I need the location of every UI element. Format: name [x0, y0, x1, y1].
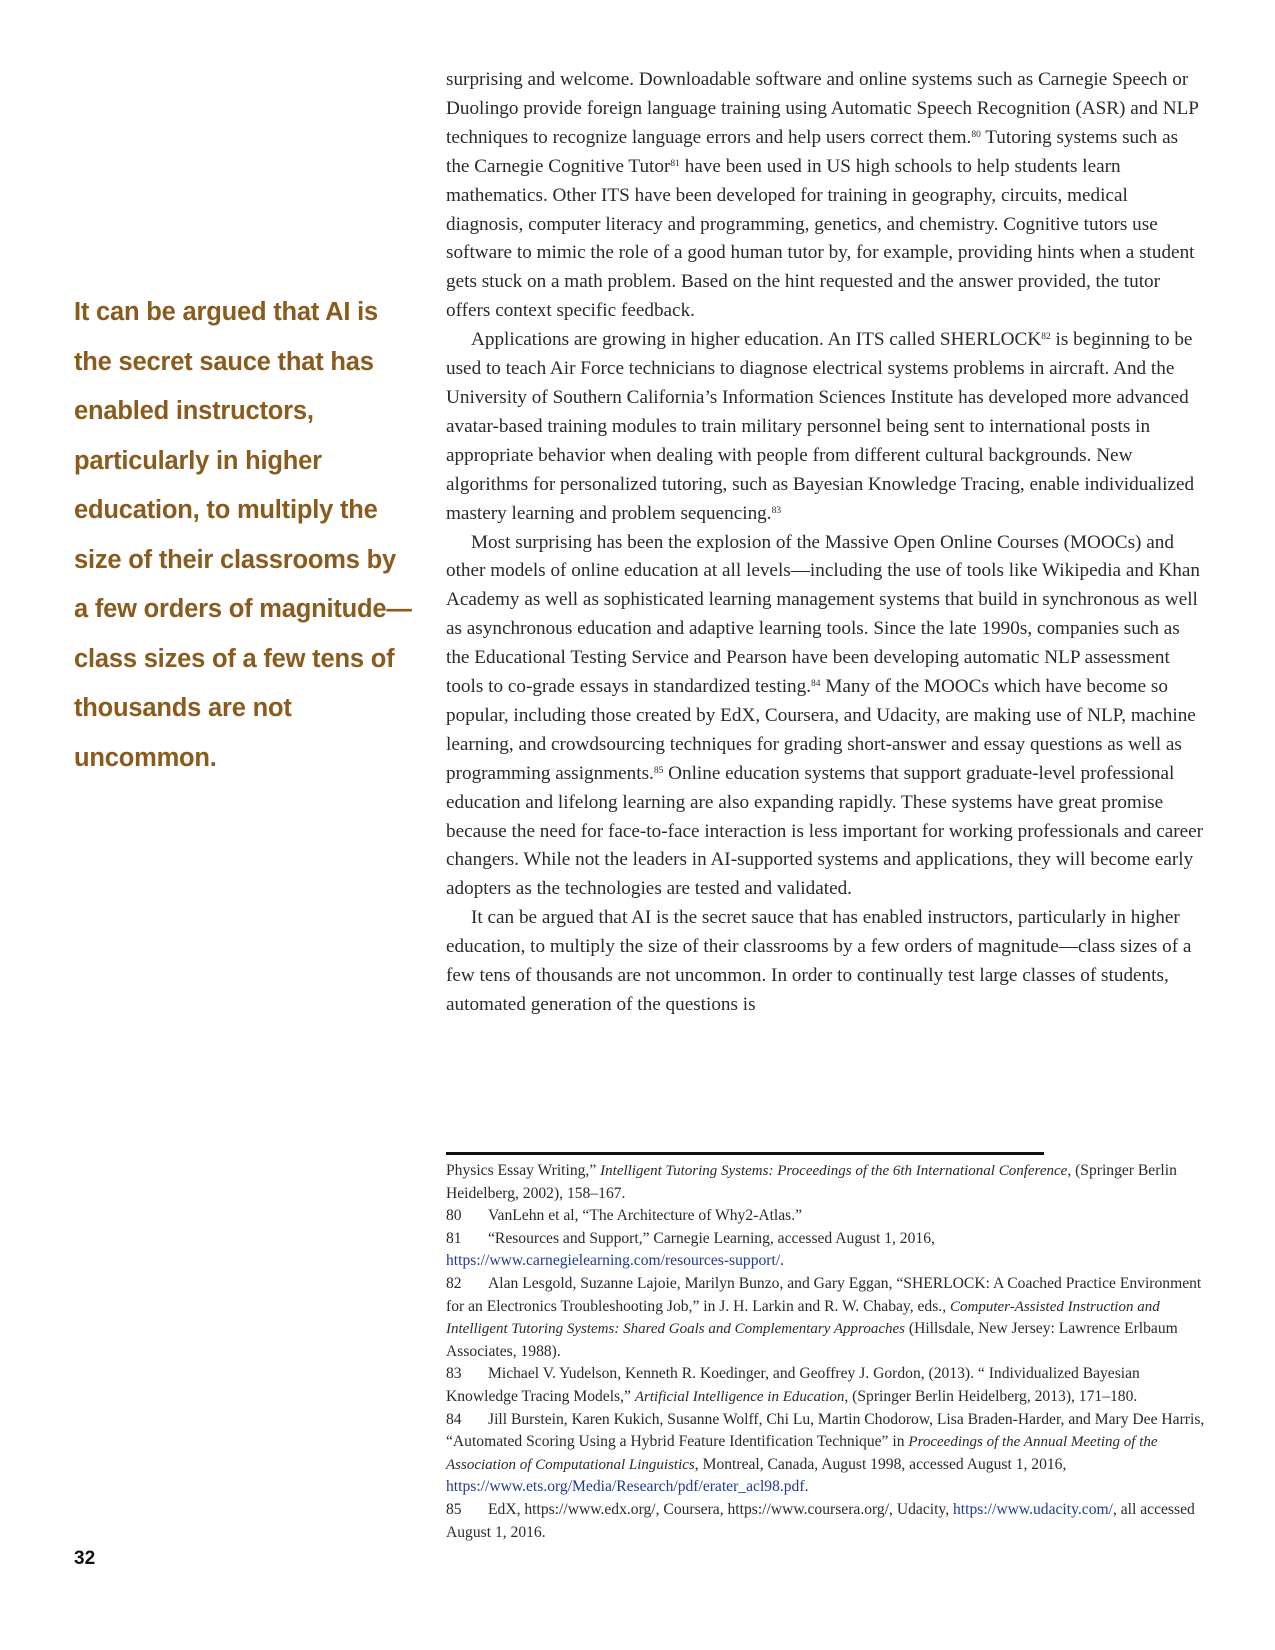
paragraph-2: Applications are growing in higher education. An ITS called SHERLOCK$^{82}$ is beginning to be used to teach Air Force technicians to diagnose electrical systems problems in aircraft. And the University of Southern California’s Information Sciences Institute has developed more advanced avatar-based training modules to train military personnel being sent to international posts in appropriate behavior when dealing with people from different cultural backgrounds. New algorithms for personalized tutoring, such as Bayesian Knowledge Tracing, enable individualized mastery learning and problem sequencing.$^{83}$: [446, 329, 1195, 524]
footnote-ref[interactable]: 81: [670, 158, 680, 169]
footnote-ref[interactable]: 82: [1041, 332, 1051, 343]
article-body: [446, 66, 1204, 1020]
paragraph-1: surprising and welcome. Downloadable software and online systems such as Carnegie Speech or Duolingo provide foreign language training using Automatic Speech Recognition (ASR) and NLP techniques to recognize language errors and help users correct them.$^{80}$ Tutoring systems such as the Carnegie Cognitive Tutor$^{81}$ have been used in US high schools to help students learn mathematics. Other ITS have been developed for training in geography, circuits, medical diagnosis, computer literacy and programming, genetics, and chemistry. Cognitive tutors use software to mimic the role of a good human tutor by, for example, providing hints when a student gets stuck on a math problem. Based on the hint requested and the answer provided, the tutor offers context specific feedback.: [446, 69, 1199, 322]
footnote-continued: Physics Essay Writing,” Intelligent Tutoring Systems: Proceedings of the 6th International Conference, (Springer Berlin Heidelberg, 2002), 158–167.: [446, 1162, 1177, 1202]
footnote-ref[interactable]: 85: [653, 765, 664, 776]
footnote-ref[interactable]: 84: [811, 679, 821, 690]
paragraph-3: Most surprising has been the explosion of the Massive Open Online Courses (MOOCs) and other models of online education at all levels—including the use of tools like Wikipedia and Khan Academy as well as sophisticated learning management systems that build in synchronous as well as asynchronous education and adaptive learning tools. Since the late 1990s, companies such as the Educational Testing Service and Pearson have been developing automatic NLP assessment tools to co-grade essays in standardized testing.$^{84}$ Many of the MOOCs which have become so popular, including those created by EdX, Coursera, and Udacity, are making use of NLP, machine learning, and crowdsourcing techniques for grading short-answer and essay questions as well as programming assignments.$^{85}$ Online education systems that support graduate-level professional education and lifelong learning are also expanding rapidly. These systems have great promise because the need for face-to-face interaction is less important for working professionals and career changers. While not the leaders in AI-supported systems and applications, they will become early adopters as the technologies are tested and validated.: [446, 531, 1204, 900]
paragraph-4: It can be argued that AI is the secret sauce that has enabled instructors, particularly in higher education, to multiply the size of their classrooms by a few orders of magnitude—class sizes of a few tens of thousands are not uncommon. In order to continually test large classes of students, automated generation of the questions is: [446, 907, 1192, 1015]
footnote-82: 82 Alan Lesgold, Suzanne Lajoie, Marilyn Bunzo, and Gary Eggan, “SHERLOCK: A Coached Practice Environment for an Electronics Troubleshooting Job,” in J. H. Larkin and R. W. Chabay, eds., Computer-Assisted Instruction and Intelligent Tutoring Systems: Shared Goals and Complementary Approaches (Hillsdale, New Jersey: Lawrence Erlbaum Associates, 1988).: [446, 1274, 1202, 1360]
pull-quote: It can be argued that AI is the secret sauce that has enabled instructors, particularly in higher education, to multiply the size of their classrooms by a few orders of magnitude—class sizes of a few tens of thousands are not uncommon.: [74, 298, 412, 772]
footnote-85: 85 EdX, https://www.edx.org/, Coursera, https://www.coursera.org/, Udacity, https://www.udacity.com/, all accessed August 1, 2016.: [446, 1500, 1195, 1541]
footnote-ref[interactable]: 83: [771, 505, 782, 516]
footnote-84: 84 Jill Burstein, Karen Kukich, Susanne Wolff, Chi Lu, Martin Chodorow, Lisa Braden-Harder, and Mary Dee Harris, “Automated Scoring Using a Hybrid Feature Identification Technique” in Proceedings of the Annual Meeting of the Association of Computational Linguistics, Montreal, Canada, August 1998, accessed August 1, 2016, https://www.ets.org/Media/Research/pdf/erater_acl98.pdf.: [446, 1410, 1205, 1496]
footnote-link[interactable]: https://www.ets.org/Media/Research/pdf/erater_acl98.pdf: [446, 1478, 805, 1496]
footnote-81: 81 “Resources and Support,” Carnegie Learning, accessed August 1, 2016, https://www.carnegielearning.com/resources-support/.: [446, 1229, 935, 1270]
footnote-link[interactable]: https://www.udacity.com/: [953, 1500, 1113, 1518]
footnote-83: 83 Michael V. Yudelson, Kenneth R. Koedinger, and Geoffrey J. Gordon, (2013). “ Individualized Bayesian Knowledge Tracing Models,” Artificial Intelligence in Education, (Springer Berlin Heidelberg, 2013), 171–180.: [446, 1365, 1140, 1405]
footnote-divider: [446, 1152, 1044, 1155]
page-number: 32: [74, 1548, 96, 1569]
footnote-ref[interactable]: 80: [971, 129, 981, 140]
footnote-link[interactable]: https://www.carnegielearning.com/resources-support/: [446, 1252, 781, 1270]
footnotes: [446, 1160, 1206, 1544]
footnote-80: 80 VanLehn et al, “The Architecture of Why2-Atlas.”: [446, 1207, 803, 1225]
